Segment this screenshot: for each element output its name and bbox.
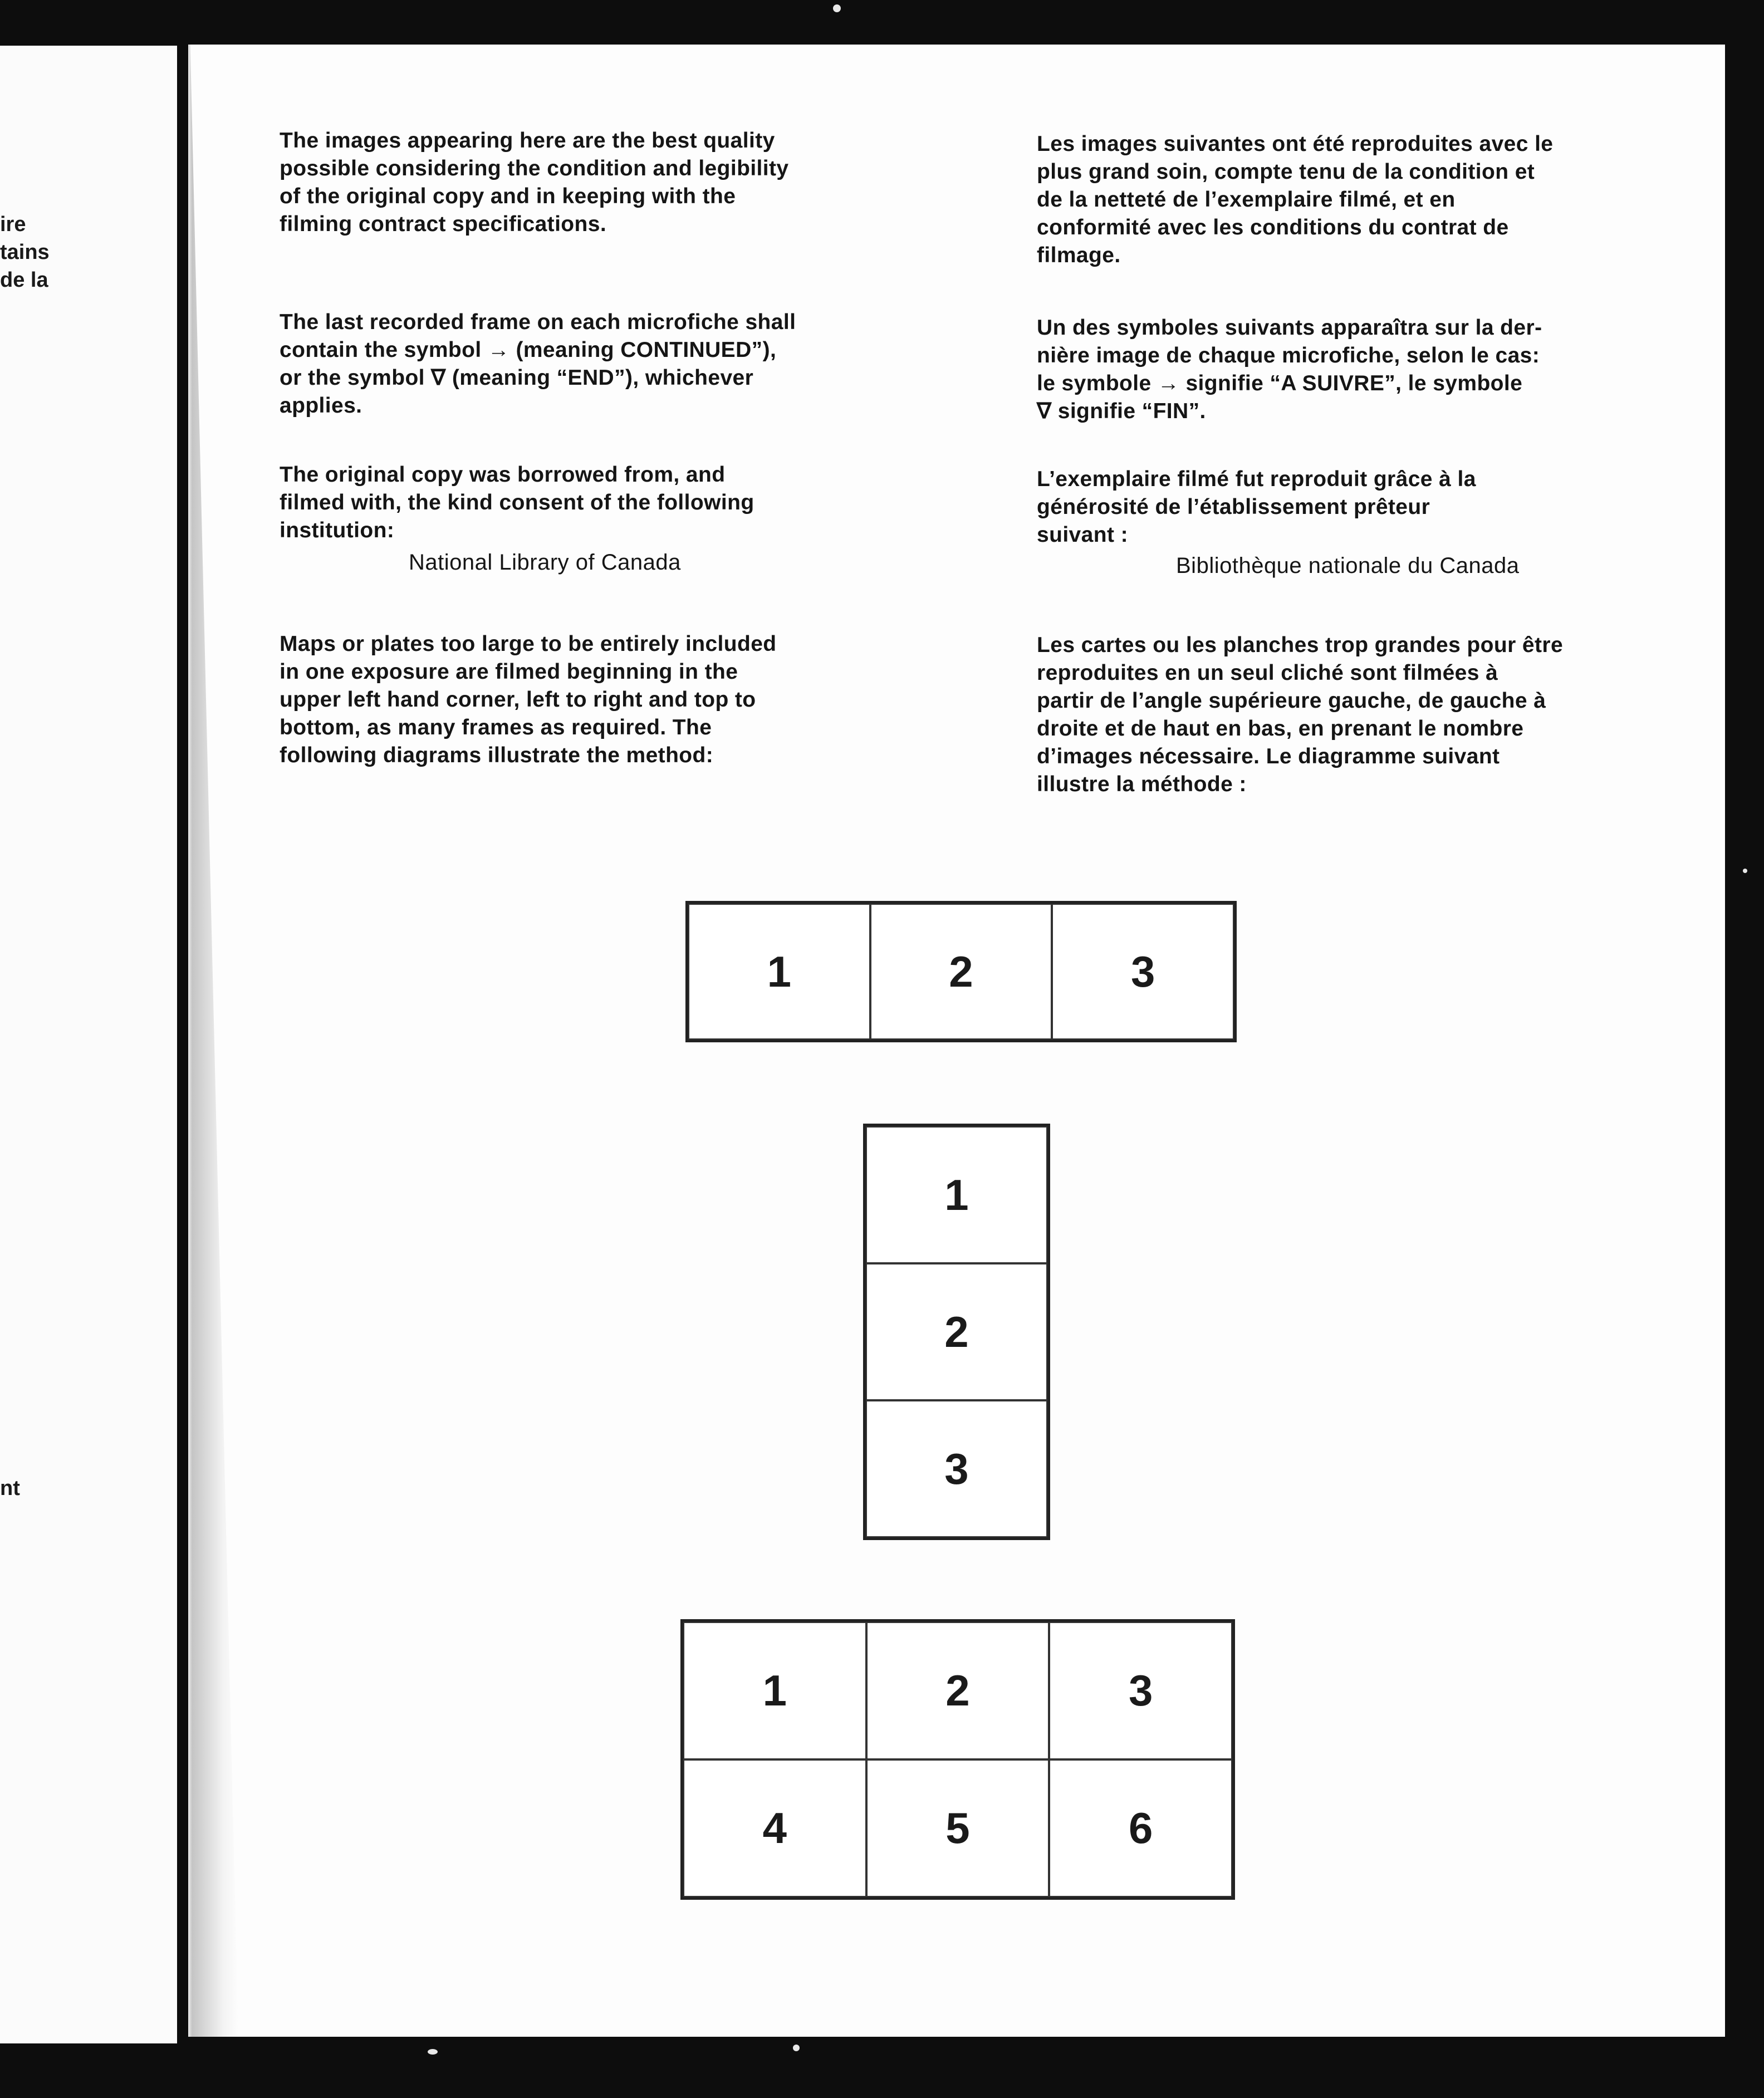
frame-cell: 6 xyxy=(1049,1759,1232,1897)
dust-speck xyxy=(1743,869,1747,873)
fragment-text: nt xyxy=(0,1477,20,1500)
frame-cell: 1 xyxy=(683,1622,866,1759)
frame-cell: 2 xyxy=(866,1622,1050,1759)
english-borrowed-paragraph: The original copy was borrowed from, and filmed with, the kind consent of the following institution: xyxy=(280,463,754,542)
frame-cell: 1 xyxy=(688,904,870,1040)
dust-speck xyxy=(833,4,841,12)
fragment-text: tains xyxy=(0,241,50,264)
frame-cell: 3 xyxy=(866,1400,1047,1537)
dust-speck xyxy=(793,2045,800,2051)
english-quality-paragraph: The images appearing here are the best quality possible considering the condition and legibility of the original copy and in keeping with the filming contract specifications. xyxy=(280,129,789,236)
previous-page-fragment xyxy=(0,46,177,2043)
fragment-text: ire xyxy=(0,213,26,236)
diagram-vertical xyxy=(863,1124,1050,1540)
frame-cell: 2 xyxy=(870,904,1052,1040)
frame-cell: 3 xyxy=(1049,1622,1232,1759)
frame-cell: 5 xyxy=(866,1759,1050,1897)
diagram-horizontal xyxy=(685,901,1237,1042)
diagram-grid xyxy=(680,1619,1235,1900)
frame-cell: 3 xyxy=(1052,904,1234,1040)
frame-cell: 1 xyxy=(866,1126,1047,1263)
fragment-text: de la xyxy=(0,268,48,292)
target-notice-page xyxy=(188,45,1725,2037)
english-maps-paragraph: Maps or plates too large to be entirely included in one exposure are filmed beginning in the upper left hand corner, left to right and top to bottom, as many frames as required. The following diagrams illustrate the method: xyxy=(280,632,777,767)
dust-speck xyxy=(428,2049,438,2055)
frame-cell: 2 xyxy=(866,1263,1047,1400)
french-quality-paragraph: Les images suivantes ont été reproduites avec le plus grand soin, compte tenu de la condition et de la netteté de l’exemplaire filmé, et en conformité avec les conditions du contrat de filmage. xyxy=(1037,132,1554,267)
english-symbol-paragraph: The last recorded frame on each microfiche shall contain the symbol → (meaning CONTINUED”), or the symbol ∇ (meaning “END”), whichever applies. xyxy=(280,310,796,418)
spine-shadow xyxy=(188,45,238,2037)
french-institution-name: Bibliothèque nationale du Canada xyxy=(1176,553,1520,578)
french-borrowed-paragraph: L’exemplaire filmé fut reproduit grâce à la générosité de l’établissement prêteur suivant : xyxy=(1037,467,1476,547)
frame-cell: 4 xyxy=(683,1759,866,1897)
french-maps-paragraph: Les cartes ou les planches trop grandes pour être reproduites en un seul cliché sont filmées à partir de l’angle supérieure gauche, de gauche à droite et de haut en bas, en prenant le nombre d’images nécessaire. Le diagramme suivant illustre la méthode : xyxy=(1037,633,1564,796)
english-institution-name: National Library of Canada xyxy=(409,550,681,575)
french-symbol-paragraph: Un des symboles suivants apparaîtra sur la der- nière image de chaque microfiche, selon le cas: le symbole → signifie “A SUIVRE”, le symbole ∇ signifie “FIN”. xyxy=(1037,316,1542,423)
